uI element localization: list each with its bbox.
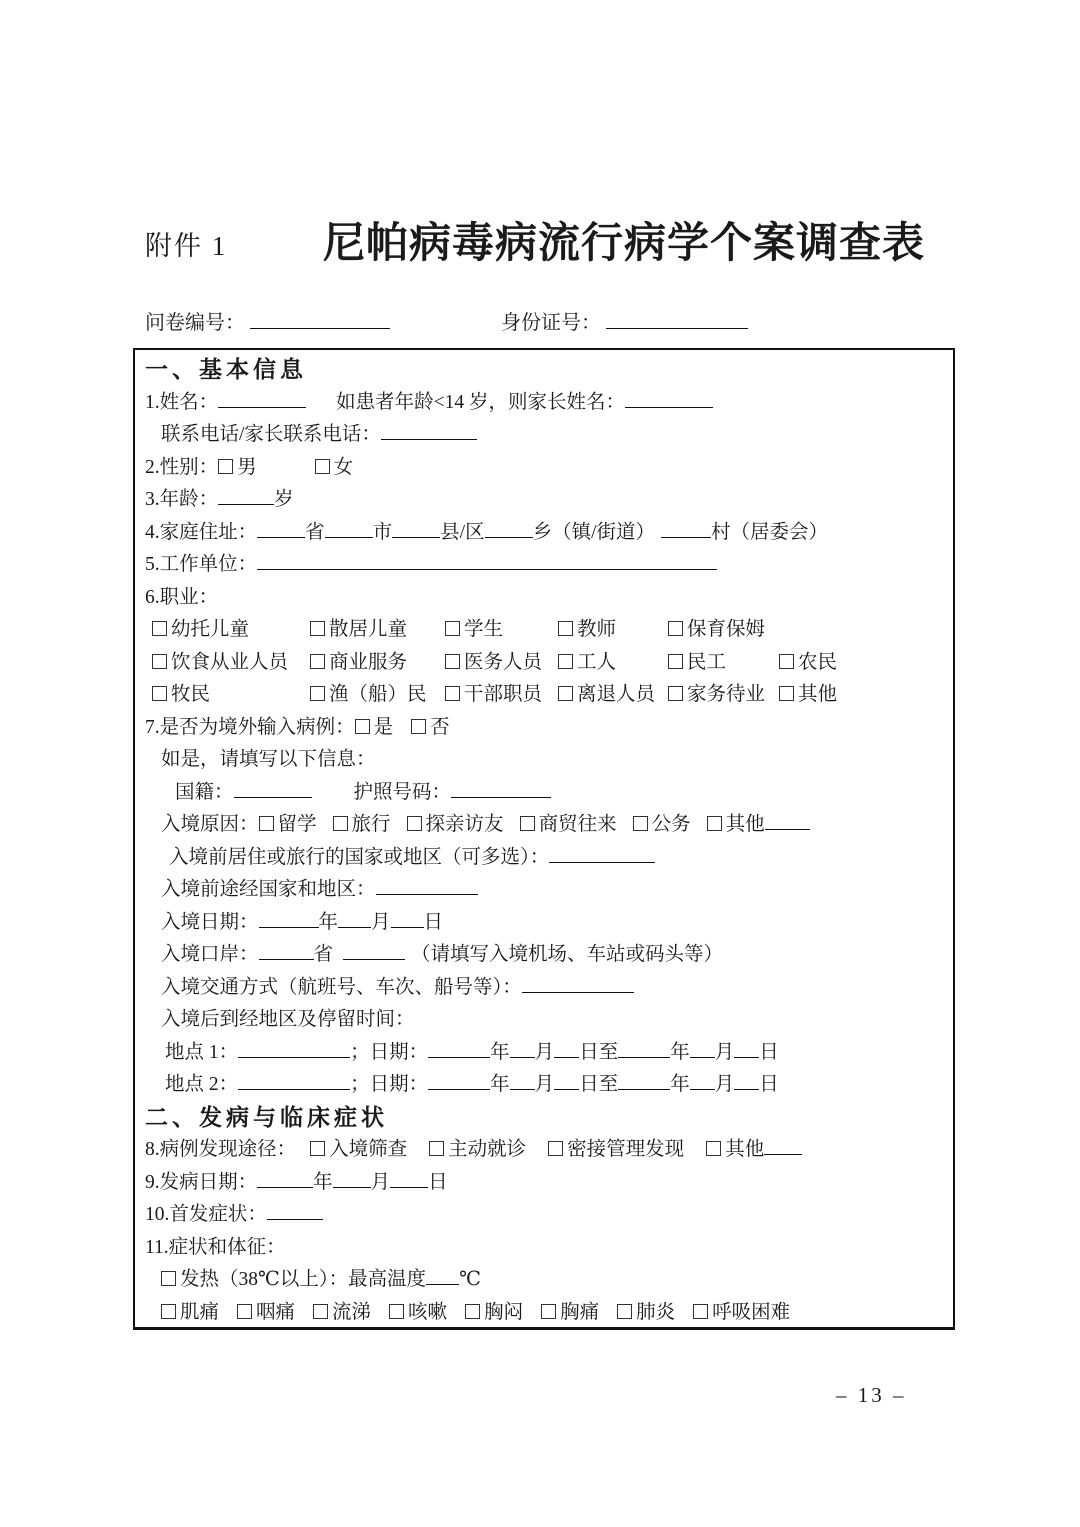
discovery-option: 入境筛查: [329, 1139, 408, 1160]
transport-blank[interactable]: [522, 972, 634, 993]
year-label: 年: [313, 1171, 333, 1193]
entry-reason-option: 旅行: [351, 814, 391, 835]
q9-label: 9.发病日期：: [145, 1171, 258, 1193]
q4-village-blank[interactable]: [661, 517, 711, 538]
occupation-checkbox[interactable]: [668, 686, 683, 701]
occupation-label: 渔（船）民: [329, 684, 427, 705]
occupation-label: 工人: [577, 651, 617, 673]
occupation-label: 农民: [798, 651, 838, 673]
symptom-label: 咽痛: [256, 1301, 296, 1323]
location2-date-label: ；日期：: [350, 1074, 429, 1095]
q11-symptoms-row: [145, 1297, 949, 1330]
entry-reason-other-blank[interactable]: [765, 810, 810, 831]
q4-row: [145, 517, 949, 550]
entry-reason-checkbox[interactable]: [520, 816, 535, 831]
q7-stay-row: [145, 1004, 949, 1037]
occupation-label: 牧民: [171, 684, 211, 705]
transport-label: 入境交通方式（航班号、车次、船号等）：: [161, 976, 522, 998]
first-symptom-blank[interactable]: [267, 1200, 323, 1221]
occupation-checkbox[interactable]: [152, 654, 167, 669]
section-2-heading: 二、发病与临床症状: [145, 1104, 388, 1130]
q6-options-row1: [145, 614, 949, 647]
temp-unit-label: ℃: [459, 1269, 481, 1290]
pre-entry-countries-blank[interactable]: [549, 842, 655, 863]
max-temp-blank[interactable]: [426, 1265, 459, 1286]
occupation-label: 商业服务: [329, 651, 408, 673]
transit-countries-label: 入境前途经国家和地区：: [161, 879, 376, 900]
symptom-label: 咳嗽: [408, 1301, 448, 1323]
location1-end-day-blank[interactable]: [734, 1037, 759, 1058]
q3-unit-label: 岁: [274, 489, 294, 510]
q4-town-blank[interactable]: [485, 517, 533, 538]
q4-county-label: 县/区: [440, 521, 485, 543]
occupation-option: [445, 679, 558, 712]
q1-parent-name-blank[interactable]: [625, 387, 713, 408]
symptom-checkbox[interactable]: [465, 1304, 480, 1319]
occupation-option: [152, 679, 310, 712]
symptom-checkbox[interactable]: [313, 1304, 328, 1319]
q1-parent-label: 如患者年龄<14 岁，则家长姓名：: [336, 391, 626, 413]
occupation-label: 幼托儿童: [171, 619, 250, 640]
form-title: 尼帕病毒病流行病学个案调查表: [323, 221, 926, 267]
onset-month-blank[interactable]: [333, 1167, 371, 1188]
meta-row: [145, 306, 748, 335]
symptom-label: 呼吸困难: [712, 1301, 791, 1323]
entry-reason-checkbox[interactable]: [407, 816, 422, 831]
location1-end-year-blank[interactable]: [618, 1037, 670, 1058]
male-checkbox[interactable]: [218, 459, 233, 474]
occupation-option: [668, 679, 779, 712]
entry-reason-checkbox[interactable]: [259, 816, 274, 831]
symptom-checkbox[interactable]: [237, 1304, 252, 1319]
fever-label: 发热（38℃以上）：最高温度: [180, 1269, 427, 1290]
location2-end-year-blank[interactable]: [618, 1070, 670, 1091]
symptom-label: 胸闷: [484, 1301, 524, 1323]
occupation-label: 教师: [577, 619, 617, 640]
imported-yes-label: 是: [373, 716, 394, 738]
form-box: [133, 348, 955, 1330]
occupation-label: 学生: [464, 619, 504, 640]
occupation-label: 医务人员: [464, 651, 543, 673]
discovery-checkbox[interactable]: [706, 1141, 721, 1156]
occupation-option: [152, 647, 310, 680]
nationality-label: 国籍：: [175, 781, 234, 803]
location2-start-day-blank[interactable]: [554, 1070, 579, 1091]
location1-label: 地点 1：: [165, 1041, 239, 1063]
occupation-option: [558, 647, 668, 680]
month-label: 月: [371, 911, 391, 933]
occupation-label: 家务待业: [687, 684, 766, 705]
year-label: 年: [318, 911, 339, 933]
symptom-checkbox[interactable]: [161, 1304, 176, 1319]
male-label: 男: [237, 456, 257, 478]
occupation-checkbox[interactable]: [668, 654, 683, 669]
day-label: 日: [423, 911, 444, 933]
occupation-checkbox[interactable]: [152, 686, 167, 701]
occupation-option: [310, 614, 445, 647]
imported-no-checkbox[interactable]: [411, 719, 426, 734]
discovery-checkbox[interactable]: [548, 1141, 563, 1156]
year-label: 年: [670, 1041, 690, 1063]
occupation-option: [779, 647, 837, 680]
q4-county-blank[interactable]: [392, 517, 440, 538]
q5-row: [145, 549, 949, 582]
entry-reason-option: 商贸往来: [538, 814, 617, 835]
entry-port-province-label: 省: [313, 944, 334, 965]
questionnaire-number-blank[interactable]: [250, 308, 390, 329]
imported-yes-checkbox[interactable]: [355, 719, 370, 734]
occupation-label: 离退人员: [577, 684, 656, 705]
q4-village-label: 村（居委会）: [711, 521, 829, 543]
q7-entry-reason-row: [145, 809, 949, 842]
stay-label: 入境后到经地区及停留时间：: [161, 1009, 415, 1030]
occupation-checkbox[interactable]: [668, 621, 683, 636]
q7-transport-row: [145, 972, 949, 1005]
location2-start-month-blank[interactable]: [510, 1070, 535, 1091]
location1-date-label: ；日期：: [350, 1041, 429, 1063]
q10-label: 10.首发症状：: [145, 1204, 267, 1225]
q7-nationality-row: [145, 777, 949, 810]
q5-workplace-blank[interactable]: [257, 550, 717, 571]
occupation-option: [668, 614, 765, 647]
symptom-label: 肌痛: [180, 1301, 220, 1323]
occupation-checkbox[interactable]: [558, 621, 573, 636]
month-label: 月: [714, 1041, 735, 1063]
month-label: 月: [370, 1171, 391, 1193]
occupation-label: 民工: [687, 651, 727, 673]
q11-row: [145, 1232, 949, 1265]
female-checkbox[interactable]: [315, 459, 330, 474]
entry-reason-option: 留学: [277, 814, 317, 835]
discovery-other-blank[interactable]: [764, 1135, 802, 1156]
location2-blank[interactable]: [238, 1070, 350, 1091]
occupation-option: [668, 647, 779, 680]
q7-label: 7.是否为境外输入病例：: [145, 716, 355, 738]
q7-entry-date-row: [145, 907, 949, 940]
q11-fever-row: [145, 1264, 949, 1297]
occupation-checkbox[interactable]: [310, 686, 325, 701]
entry-date-day-blank[interactable]: [391, 907, 424, 928]
q1-row: [145, 387, 949, 420]
q7-transit-row: [145, 874, 949, 907]
location1-start-year-blank[interactable]: [428, 1037, 490, 1058]
discovery-option: 密接管理发现: [567, 1139, 685, 1160]
occupation-checkbox[interactable]: [310, 621, 325, 636]
location2-start-year-blank[interactable]: [428, 1070, 490, 1091]
discovery-option: 主动就诊: [448, 1139, 527, 1160]
location1-end-month-blank[interactable]: [690, 1037, 715, 1058]
day-to-label: 日至: [579, 1074, 619, 1095]
entry-reason-checkbox[interactable]: [633, 816, 648, 831]
q1-name-label: 1.姓名：: [145, 391, 219, 413]
occupation-option: [779, 679, 837, 712]
location2-end-day-blank[interactable]: [734, 1070, 759, 1091]
day-label: 日: [759, 1074, 779, 1095]
q6-row: [145, 582, 949, 615]
occupation-option: [558, 679, 668, 712]
occupation-checkbox[interactable]: [558, 654, 573, 669]
occupation-option: [310, 647, 445, 680]
q8-row: [145, 1134, 949, 1167]
entry-reason-option: 其他: [725, 814, 765, 835]
location1-start-month-blank[interactable]: [510, 1037, 535, 1058]
year-label: 年: [490, 1074, 510, 1095]
q7-location1-row: [145, 1037, 949, 1070]
occupation-label: 干部职员: [464, 684, 543, 705]
q4-province-label: 省: [305, 521, 325, 543]
entry-port-name-blank[interactable]: [343, 940, 405, 961]
q6-options-row2: [145, 647, 949, 680]
occupation-label: 饮食从业人员: [171, 651, 289, 673]
occupation-option: [445, 614, 558, 647]
occupation-checkbox[interactable]: [310, 654, 325, 669]
q7-location2-row: [145, 1069, 949, 1102]
occupation-checkbox[interactable]: [779, 654, 794, 669]
occupation-label: 保育保姆: [687, 619, 766, 640]
q6-label: 6.职业：: [145, 586, 219, 608]
q3-age-blank[interactable]: [218, 485, 274, 506]
month-label: 月: [714, 1074, 735, 1095]
discovery-option: 其他: [725, 1139, 765, 1160]
q6-options-row3: [145, 679, 949, 712]
nationality-blank[interactable]: [234, 777, 312, 798]
entry-reason-checkbox[interactable]: [707, 816, 722, 831]
occupation-checkbox[interactable]: [445, 621, 460, 636]
location2-label: 地点 2：: [165, 1074, 239, 1095]
section-1-heading: 一、基本信息: [145, 357, 307, 382]
q7-entry-port-row: [145, 939, 949, 972]
passport-blank[interactable]: [451, 777, 551, 798]
symptom-checkbox[interactable]: [541, 1304, 556, 1319]
q8-label: 8.病例发现途径：: [145, 1139, 297, 1160]
occupation-option: [558, 614, 668, 647]
q7-pre-entry-row: [145, 842, 949, 875]
occupation-label: 散居儿童: [329, 619, 408, 640]
attachment-label: 附件 1: [145, 231, 228, 261]
questionnaire-number-label: 问卷编号：: [145, 312, 245, 334]
q4-city-blank[interactable]: [325, 517, 373, 538]
q9-row: [145, 1167, 949, 1200]
location2-end-month-blank[interactable]: [690, 1070, 715, 1091]
imported-no-label: 否: [430, 716, 450, 738]
day-label: 日: [428, 1171, 448, 1193]
symptom-checkbox[interactable]: [389, 1304, 404, 1319]
page-number: – 13 –: [836, 1383, 907, 1407]
q1-phone-row: [145, 419, 949, 452]
q7-if-yes-label: 如是，请填写以下信息：: [161, 749, 376, 770]
symptom-label: 胸痛: [560, 1301, 600, 1323]
female-label: 女: [333, 456, 354, 478]
occupation-checkbox[interactable]: [445, 686, 460, 701]
passport-label: 护照号码：: [353, 781, 452, 803]
q3-row: [145, 484, 949, 517]
q7-if-yes-row: [145, 744, 949, 777]
occupation-option: [310, 679, 445, 712]
occupation-checkbox[interactable]: [152, 621, 167, 636]
q11-label: 11.症状和体征：: [145, 1236, 286, 1258]
occupation-checkbox[interactable]: [558, 686, 573, 701]
month-label: 月: [534, 1041, 555, 1063]
q3-label: 3.年龄：: [145, 489, 219, 510]
entry-reason-option: 公务: [651, 814, 691, 835]
symptom-label: 流涕: [332, 1301, 372, 1323]
day-label: 日: [759, 1041, 779, 1063]
symptom-checkbox[interactable]: [693, 1304, 708, 1319]
discovery-checkbox[interactable]: [429, 1141, 444, 1156]
entry-reason-label: 入境原因：: [161, 814, 259, 835]
entry-port-label: 入境口岸：: [161, 944, 259, 965]
entry-reason-checkbox[interactable]: [333, 816, 348, 831]
q4-city-label: 市: [372, 521, 393, 543]
symptom-checkbox[interactable]: [617, 1304, 632, 1319]
entry-date-year-blank[interactable]: [259, 907, 319, 928]
onset-day-blank[interactable]: [390, 1167, 428, 1188]
occupation-option: [445, 647, 558, 680]
q2-label: 2.性别：: [145, 456, 219, 478]
day-to-label: 日至: [579, 1041, 619, 1063]
entry-reason-option: 探亲访友: [425, 814, 504, 835]
q4-province-blank[interactable]: [257, 517, 305, 538]
location1-start-day-blank[interactable]: [554, 1037, 579, 1058]
year-label: 年: [670, 1074, 690, 1095]
discovery-checkbox[interactable]: [310, 1141, 325, 1156]
year-label: 年: [490, 1041, 510, 1063]
q4-label: 4.家庭住址：: [145, 521, 258, 543]
entry-port-province-blank[interactable]: [259, 940, 314, 961]
q2-row: [145, 452, 949, 485]
q5-label: 5.工作单位：: [145, 554, 258, 575]
pre-entry-countries-label: 入境前居住或旅行的国家或地区（可多选）：: [169, 846, 550, 868]
onset-year-blank[interactable]: [257, 1167, 313, 1188]
id-number-blank[interactable]: [606, 308, 748, 329]
q1-phone-blank[interactable]: [381, 420, 477, 441]
id-number-label: 身份证号：: [501, 312, 601, 334]
q1-name-blank[interactable]: [218, 387, 306, 408]
fever-checkbox[interactable]: [161, 1271, 176, 1286]
transit-countries-blank[interactable]: [376, 875, 478, 896]
location1-blank[interactable]: [238, 1037, 350, 1058]
entry-date-label: 入境日期：: [161, 911, 259, 933]
occupation-label: 其他: [798, 684, 838, 705]
q4-town-label: 乡（镇/街道）: [532, 521, 656, 543]
symptom-label: 肺炎: [636, 1301, 676, 1323]
q7-row: [145, 712, 949, 745]
occupation-option: [152, 614, 310, 647]
q1-phone-label: 联系电话/家长联系电话：: [161, 424, 381, 445]
entry-port-hint: （请填写入境机场、车站或码头等）: [411, 944, 724, 965]
month-label: 月: [534, 1074, 555, 1095]
q10-row: [145, 1199, 949, 1232]
occupation-checkbox[interactable]: [779, 686, 794, 701]
occupation-checkbox[interactable]: [445, 654, 460, 669]
entry-date-month-blank[interactable]: [338, 907, 371, 928]
